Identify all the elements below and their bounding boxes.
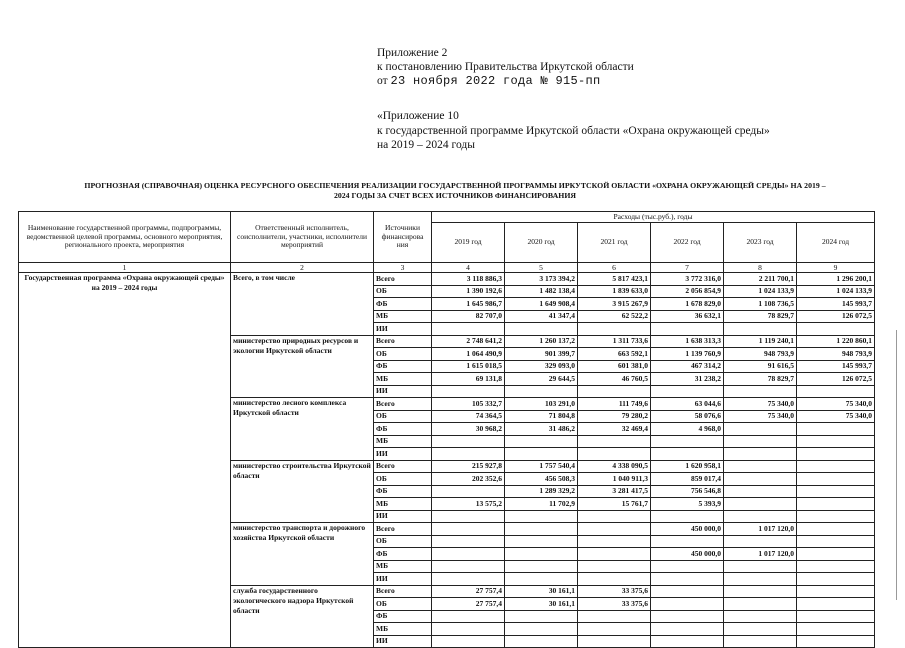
- amount-cell: [797, 460, 875, 473]
- column-index: 3: [374, 263, 432, 273]
- amount-cell: [797, 585, 875, 598]
- amount-cell: [505, 535, 578, 548]
- amount-cell: [505, 548, 578, 561]
- amount-cell: [797, 423, 875, 436]
- amount-cell: 2 056 854,9: [651, 285, 724, 298]
- appendix10-label: «Приложение 10: [377, 110, 459, 122]
- amount-cell: [797, 473, 875, 486]
- amount-cell: 329 093,0: [505, 360, 578, 373]
- amount-cell: 32 469,4: [578, 423, 651, 436]
- amount-cell: 1 615 018,5: [432, 360, 505, 373]
- resolution-date: [377, 75, 601, 88]
- index-row: [19, 263, 875, 273]
- amount-cell: [505, 448, 578, 461]
- amount-cell: 859 017,4: [651, 473, 724, 486]
- amount-cell: [797, 535, 875, 548]
- amount-cell: 3 173 394,2: [505, 273, 578, 286]
- amount-cell: [578, 435, 651, 448]
- amount-cell: [432, 385, 505, 398]
- amount-cell: 1 017 120,0: [724, 523, 797, 536]
- amount-cell: 27 757,4: [432, 598, 505, 611]
- amount-cell: 663 592,1: [578, 348, 651, 361]
- amount-cell: [432, 635, 505, 648]
- column-index: 5: [505, 263, 578, 273]
- amount-cell: 1 220 860,1: [797, 335, 875, 348]
- amount-cell: [651, 323, 724, 336]
- amount-cell: [724, 535, 797, 548]
- amount-cell: [651, 598, 724, 611]
- amount-cell: [724, 560, 797, 573]
- table-body: [19, 273, 875, 648]
- amount-cell: [724, 598, 797, 611]
- amount-cell: [651, 560, 724, 573]
- funding-source-cell: ФБ: [374, 610, 432, 623]
- amount-cell: 1 024 133,9: [797, 285, 875, 298]
- amount-cell: [578, 635, 651, 648]
- column-index: 9: [797, 263, 875, 273]
- funding-source-cell: ОБ: [374, 348, 432, 361]
- funding-source-cell: ОБ: [374, 598, 432, 611]
- amount-cell: [578, 323, 651, 336]
- amount-cell: [797, 385, 875, 398]
- amount-cell: 1 311 733,6: [578, 335, 651, 348]
- amount-cell: 15 761,7: [578, 498, 651, 511]
- amount-cell: 4 338 090,5: [578, 460, 651, 473]
- funding-source-cell: ФБ: [374, 548, 432, 561]
- amount-cell: 450 000,0: [651, 523, 724, 536]
- amount-cell: [505, 385, 578, 398]
- document-title-line1: ПРОГНОЗНАЯ (СПРАВОЧНАЯ) ОЦЕНКА РЕСУРСНОГО ОБЕСПЕЧЕНИЯ РЕАЛИЗАЦИИ ГОСУДАРСТВЕННОЙ ПРОГРАММЫ ИРКУТСКОЙ ОБЛАСТИ «ОХРАНА ОКРУЖАЮЩЕЙ СРЕДЫ» НА 2019 –: [84, 181, 826, 190]
- amount-cell: 1 289 329,2: [505, 485, 578, 498]
- amount-cell: 901 399,7: [505, 348, 578, 361]
- header-year: 2021 год: [578, 223, 651, 263]
- amount-cell: [432, 485, 505, 498]
- amount-cell: 1 108 736,5: [724, 298, 797, 311]
- amount-cell: 202 352,6: [432, 473, 505, 486]
- amount-cell: 145 993,7: [797, 298, 875, 311]
- amount-cell: [432, 573, 505, 586]
- amount-cell: [432, 435, 505, 448]
- amount-cell: 1 296 200,1: [797, 273, 875, 286]
- amount-cell: 75 340,0: [797, 398, 875, 411]
- funding-source-cell: ФБ: [374, 423, 432, 436]
- amount-cell: 756 546,8: [651, 485, 724, 498]
- amount-cell: [578, 560, 651, 573]
- amount-cell: [505, 573, 578, 586]
- amount-cell: [651, 610, 724, 623]
- table-row: [19, 273, 875, 286]
- header-executor: Ответственный исполнитель, соисполнители, участники, исполнители мероприятий: [231, 212, 374, 263]
- header-year: 2023 год: [724, 223, 797, 263]
- amount-cell: [797, 548, 875, 561]
- executor-cell: служба государственного экологического надзора Иркутской области: [231, 585, 374, 648]
- amount-cell: [797, 523, 875, 536]
- amount-cell: [724, 635, 797, 648]
- amount-cell: 78 829,7: [724, 373, 797, 386]
- funding-source-cell: ОБ: [374, 285, 432, 298]
- amount-cell: [724, 610, 797, 623]
- amount-cell: [505, 560, 578, 573]
- amount-cell: 75 340,0: [724, 398, 797, 411]
- header-program-name: Наименование государственной программы, подпрограммы, ведомственной целевой программы, основного мероприятия, регионального проекта, мероприятия: [19, 212, 231, 263]
- amount-cell: [724, 448, 797, 461]
- funding-source-cell: ОБ: [374, 535, 432, 548]
- amount-cell: [724, 460, 797, 473]
- funding-source-cell: ФБ: [374, 360, 432, 373]
- amount-cell: [724, 473, 797, 486]
- amount-cell: [578, 610, 651, 623]
- amount-cell: [432, 448, 505, 461]
- amount-cell: [724, 423, 797, 436]
- amount-cell: 78 829,7: [724, 310, 797, 323]
- amount-cell: 27 757,4: [432, 585, 505, 598]
- funding-source-cell: МБ: [374, 498, 432, 511]
- funding-source-cell: ОБ: [374, 410, 432, 423]
- amount-cell: [797, 448, 875, 461]
- amount-cell: [797, 510, 875, 523]
- amount-cell: [432, 535, 505, 548]
- amount-cell: 450 000,0: [651, 548, 724, 561]
- amount-cell: [432, 523, 505, 536]
- amount-cell: [797, 623, 875, 636]
- amount-cell: 63 044,6: [651, 398, 724, 411]
- amount-cell: 74 364,5: [432, 410, 505, 423]
- amount-cell: 3 281 417,5: [578, 485, 651, 498]
- amount-cell: 2 211 700,1: [724, 273, 797, 286]
- amount-cell: 1 638 313,3: [651, 335, 724, 348]
- program-years: на 2019 – 2024 годы: [377, 139, 475, 151]
- amount-cell: [797, 323, 875, 336]
- program-ref: к государственной программе Иркутской области «Охрана окружающей среды»: [377, 125, 770, 137]
- amount-cell: 1 839 633,0: [578, 285, 651, 298]
- amount-cell: [505, 323, 578, 336]
- executor-cell: Всего, в том числе: [231, 273, 374, 336]
- funding-source-cell: Всего: [374, 335, 432, 348]
- amount-cell: 467 314,2: [651, 360, 724, 373]
- amount-cell: [432, 623, 505, 636]
- amount-cell: 456 508,3: [505, 473, 578, 486]
- amount-cell: [651, 510, 724, 523]
- header-year: 2019 год: [432, 223, 505, 263]
- amount-cell: 215 927,8: [432, 460, 505, 473]
- funding-source-cell: ФБ: [374, 485, 432, 498]
- amount-cell: [797, 435, 875, 448]
- amount-cell: 1 482 138,4: [505, 285, 578, 298]
- amount-cell: 1 620 958,1: [651, 460, 724, 473]
- amount-cell: [724, 435, 797, 448]
- amount-cell: [578, 385, 651, 398]
- executor-cell: министерство строительства Иркутской области: [231, 460, 374, 523]
- amount-cell: 3 118 886,3: [432, 273, 505, 286]
- amount-cell: 2 748 641,2: [432, 335, 505, 348]
- executor-cell: министерство природных ресурсов и экологии Иркутской области: [231, 335, 374, 398]
- amount-cell: 601 381,0: [578, 360, 651, 373]
- amount-cell: [651, 535, 724, 548]
- amount-cell: 5 817 423,1: [578, 273, 651, 286]
- amount-cell: [432, 323, 505, 336]
- amount-cell: 1 757 540,4: [505, 460, 578, 473]
- funding-source-cell: ОБ: [374, 473, 432, 486]
- amount-cell: 1 017 120,0: [724, 548, 797, 561]
- column-index: 7: [651, 263, 724, 273]
- funding-source-cell: ИИ: [374, 448, 432, 461]
- executor-cell: министерство лесного комплекса Иркутской области: [231, 398, 374, 461]
- amount-cell: 111 749,6: [578, 398, 651, 411]
- amount-cell: 1 678 829,0: [651, 298, 724, 311]
- column-index: 1: [19, 263, 231, 273]
- funding-source-cell: Всего: [374, 585, 432, 598]
- scan-edge-line: [896, 330, 897, 600]
- amount-cell: 1 649 908,4: [505, 298, 578, 311]
- amount-cell: [578, 448, 651, 461]
- amount-cell: 29 644,5: [505, 373, 578, 386]
- amount-cell: 33 375,6: [578, 585, 651, 598]
- funding-source-cell: ИИ: [374, 510, 432, 523]
- amount-cell: 948 793,9: [797, 348, 875, 361]
- amount-cell: [578, 623, 651, 636]
- amount-cell: 5 393,9: [651, 498, 724, 511]
- amount-cell: [432, 510, 505, 523]
- funding-source-cell: ФБ: [374, 298, 432, 311]
- amount-cell: [651, 585, 724, 598]
- amount-cell: 126 072,5: [797, 373, 875, 386]
- amount-cell: [797, 485, 875, 498]
- resource-table: [18, 211, 875, 648]
- amount-cell: [724, 510, 797, 523]
- amount-cell: 30 161,1: [505, 585, 578, 598]
- amount-cell: [724, 498, 797, 511]
- amount-cell: [651, 573, 724, 586]
- column-index: 2: [231, 263, 374, 273]
- amount-cell: [651, 623, 724, 636]
- amount-cell: 71 804,8: [505, 410, 578, 423]
- amount-cell: 948 793,9: [724, 348, 797, 361]
- funding-source-cell: МБ: [374, 623, 432, 636]
- amount-cell: [724, 623, 797, 636]
- amount-cell: [651, 448, 724, 461]
- amount-cell: [432, 560, 505, 573]
- amount-cell: [505, 435, 578, 448]
- amount-cell: 3 772 316,0: [651, 273, 724, 286]
- amount-cell: 1 024 133,9: [724, 285, 797, 298]
- amount-cell: 11 702,9: [505, 498, 578, 511]
- funding-source-cell: Всего: [374, 398, 432, 411]
- date-prefix: от: [377, 75, 388, 87]
- amount-cell: 31 238,2: [651, 373, 724, 386]
- header-year: 2022 год: [651, 223, 724, 263]
- amount-cell: 1 119 240,1: [724, 335, 797, 348]
- amount-cell: 105 332,7: [432, 398, 505, 411]
- resolution-ref: к постановлению Правительства Иркутской области: [377, 61, 634, 73]
- header-year: 2024 год: [797, 223, 875, 263]
- amount-cell: 46 760,5: [578, 373, 651, 386]
- funding-source-cell: МБ: [374, 560, 432, 573]
- column-index: 8: [724, 263, 797, 273]
- amount-cell: [724, 323, 797, 336]
- amount-cell: 36 632,1: [651, 310, 724, 323]
- amount-cell: [797, 560, 875, 573]
- funding-source-cell: ИИ: [374, 323, 432, 336]
- column-index: 6: [578, 263, 651, 273]
- header-year: 2020 год: [505, 223, 578, 263]
- amount-cell: [724, 573, 797, 586]
- amount-cell: [578, 523, 651, 536]
- funding-source-cell: МБ: [374, 435, 432, 448]
- amount-cell: 13 575,2: [432, 498, 505, 511]
- amount-cell: [797, 635, 875, 648]
- executor-cell: министерство транспорта и дорожного хозяйства Иркутской области: [231, 523, 374, 586]
- amount-cell: [724, 385, 797, 398]
- amount-cell: [651, 635, 724, 648]
- amount-cell: 103 291,0: [505, 398, 578, 411]
- amount-cell: [651, 385, 724, 398]
- amount-cell: [505, 610, 578, 623]
- program-name-cell: Государственная программа «Охрана окружающей среды» на 2019 – 2024 годы: [19, 273, 231, 648]
- amount-cell: 30 161,1: [505, 598, 578, 611]
- amount-cell: 58 076,6: [651, 410, 724, 423]
- funding-source-cell: ИИ: [374, 385, 432, 398]
- amount-cell: 1 064 490,9: [432, 348, 505, 361]
- amount-cell: [578, 535, 651, 548]
- amount-cell: [797, 598, 875, 611]
- amount-cell: 30 968,2: [432, 423, 505, 436]
- amount-cell: 126 072,5: [797, 310, 875, 323]
- amount-cell: 145 993,7: [797, 360, 875, 373]
- appendix-label: Приложение 2: [377, 47, 448, 59]
- funding-source-cell: МБ: [374, 373, 432, 386]
- funding-source-cell: Всего: [374, 460, 432, 473]
- amount-cell: [505, 523, 578, 536]
- amount-cell: 62 522,2: [578, 310, 651, 323]
- funding-source-cell: МБ: [374, 310, 432, 323]
- amount-cell: [432, 610, 505, 623]
- amount-cell: 75 340,0: [724, 410, 797, 423]
- funding-source-cell: ИИ: [374, 573, 432, 586]
- funding-source-cell: ИИ: [374, 635, 432, 648]
- amount-cell: 3 915 267,9: [578, 298, 651, 311]
- amount-cell: 1 390 192,6: [432, 285, 505, 298]
- amount-cell: 79 280,2: [578, 410, 651, 423]
- amount-cell: 1 260 137,2: [505, 335, 578, 348]
- amount-cell: [578, 548, 651, 561]
- document-title-line2: 2024 ГОДЫ ЗА СЧЕТ ВСЕХ ИСТОЧНИКОВ ФИНАНСИРОВАНИЯ: [333, 190, 577, 200]
- funding-source-cell: Всего: [374, 273, 432, 286]
- document-title: [20, 181, 890, 200]
- amount-cell: 4 968,0: [651, 423, 724, 436]
- amount-cell: [432, 548, 505, 561]
- amount-cell: 1 139 760,9: [651, 348, 724, 361]
- amount-cell: 75 340,0: [797, 410, 875, 423]
- date-stamp: 23 ноября 2022 года № 915-пп: [390, 74, 601, 88]
- amount-cell: 91 616,5: [724, 360, 797, 373]
- amount-cell: 1 040 911,3: [578, 473, 651, 486]
- amount-cell: 69 131,8: [432, 373, 505, 386]
- amount-cell: [797, 498, 875, 511]
- amount-cell: [578, 573, 651, 586]
- amount-cell: [578, 510, 651, 523]
- amount-cell: [505, 510, 578, 523]
- amount-cell: 41 347,4: [505, 310, 578, 323]
- amount-cell: [724, 585, 797, 598]
- header-source: Источники финансирова ния: [374, 212, 432, 263]
- amount-cell: [724, 485, 797, 498]
- amount-cell: 82 707,0: [432, 310, 505, 323]
- amount-cell: [651, 435, 724, 448]
- amount-cell: [797, 573, 875, 586]
- amount-cell: 33 375,6: [578, 598, 651, 611]
- column-index: 4: [432, 263, 505, 273]
- amount-cell: [505, 635, 578, 648]
- amount-cell: 1 645 986,7: [432, 298, 505, 311]
- header-expenses: Расходы (тыс.руб.), годы: [432, 212, 875, 223]
- amount-cell: [797, 610, 875, 623]
- amount-cell: [505, 623, 578, 636]
- funding-source-cell: Всего: [374, 523, 432, 536]
- amount-cell: 31 486,2: [505, 423, 578, 436]
